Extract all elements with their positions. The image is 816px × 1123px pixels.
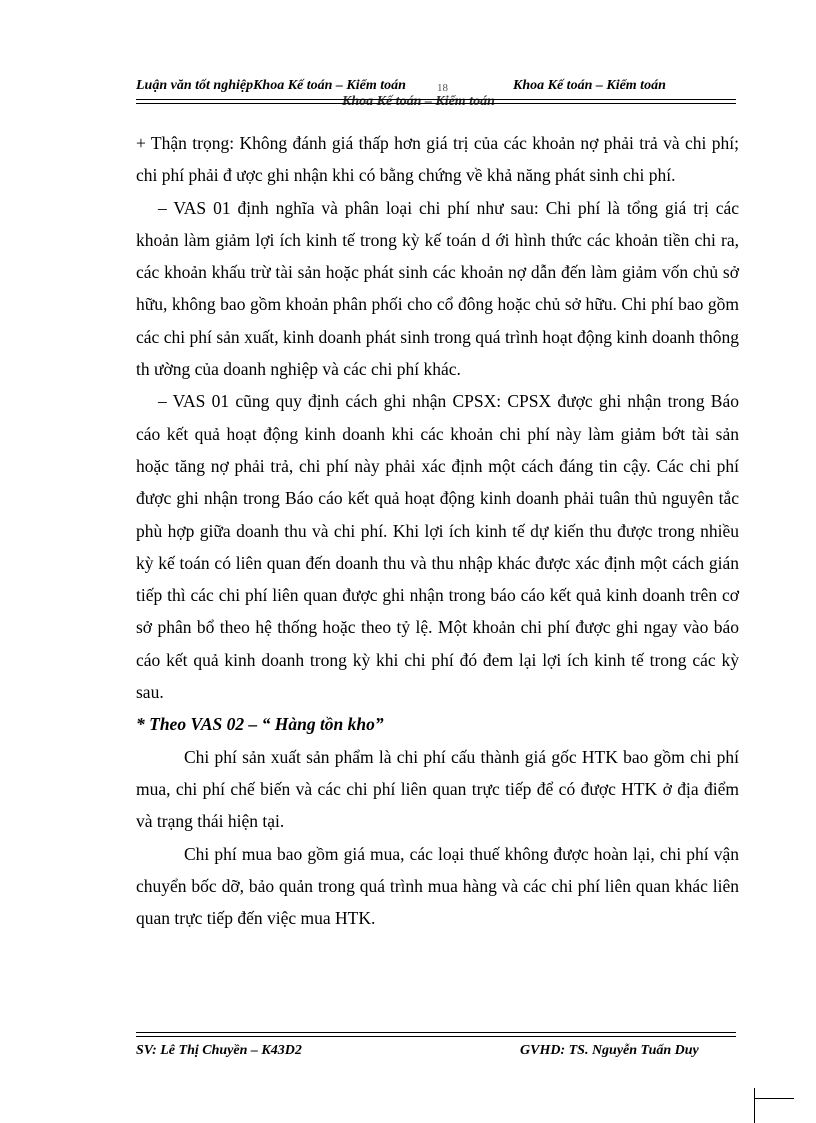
section-heading-vas02: * Theo VAS 02 – “ Hàng tồn kho”	[136, 714, 384, 735]
footer-advisor: GVHD: TS. Nguyễn Tuấn Duy	[520, 1043, 699, 1058]
header-sub-text: Khoa Kế toán – Kiểm toán	[342, 94, 495, 109]
footer-student: SV: Lê Thị Chuyền – K43D2	[136, 1043, 302, 1058]
crop-mark	[754, 1088, 755, 1123]
paragraph-production-cost: Chi phí sản xuất sản phẩm là chi phí cấu thành giá gốc HTK bao gồm chi phí mua, chi phí chế biến và các chi phí liên quan trực tiếp để có được HTK ở địa điểm và trạng thái hiện tại.	[136, 746, 739, 832]
paragraph-vas01-recognition: – VAS 01 cũng quy định cách ghi nhận CPSX: CPSX được ghi nhận trong Báo cáo kết quả hoạt động kinh doanh khi các khoản chi phí này làm giảm bớt tài sản hoặc tăng nợ phải trả, chi phí này phải xác định một cách đáng tin cậy. Các chi phí được ghi nhận trong Báo cáo kết quả hoạt động kinh doanh phải tuân thủ nguyên tắc phù hợp giữa doanh thu và chi phí. Khi lợi ích kinh tế dự kiến thu được trong nhiều kỳ kế toán có liên quan đến doanh thu và thu nhập khác được xác định một cách gián tiếp thì các chi phí liên quan được ghi nhận trong báo cáo kết quả kinh doanh trên cơ sở phân bổ theo hệ thống hoặc theo tỷ lệ. Một khoản chi phí được ghi ngay vào báo cáo kết quả kinh doanh trong kỳ khi chi phí đó đem lại lợi ích kinh tế trong các kỳ sau.	[136, 391, 739, 703]
header-left-text: Luận văn tốt nghiệpKhoa Kế toán – Kiểm toán	[136, 78, 406, 93]
crop-mark	[754, 1098, 794, 1099]
document-body	[136, 127, 739, 934]
paragraph-vas01-definition: – VAS 01 định nghĩa và phân loại chi phí như sau: Chi phí là tổng giá trị các khoản làm giảm lợi ích kinh tế trong kỳ kế toán d ới hình thức các khoản tiền chi ra, các khoản khấu trừ tài sản hoặc phát sinh các khoản nợ dẫn đến làm giảm vốn chủ sở hữu, không bao gồm khoản phân phối cho cổ đông hoặc chủ sở hữu. Chi phí bao gồm các chi phí sản xuất, kinh doanh phát sinh trong quá trình hoạt động kinh doanh thông th ường của doanh nghiệp và các chi phí khác.	[136, 197, 739, 380]
header-right-text: Khoa Kế toán – Kiểm toán	[513, 78, 666, 93]
paragraph-prudence: + Thận trọng: Không đánh giá thấp hơn giá trị của các khoản nợ phải trả và chi phí; chi phí phải đ ược ghi nhận khi có bằng chứng về khả năng phát sinh chi phí.	[136, 133, 739, 186]
footer-rule	[136, 1032, 736, 1037]
page-number: 18	[437, 82, 448, 94]
header-rule	[136, 99, 736, 104]
paragraph-purchase-cost: Chi phí mua bao gồm giá mua, các loại thuế không được hoàn lại, chi phí vận chuyển bốc dỡ, bảo quản trong quá trình mua hàng và các chi phí liên quan khác liên quan trực tiếp đến việc mua HTK.	[136, 843, 739, 929]
